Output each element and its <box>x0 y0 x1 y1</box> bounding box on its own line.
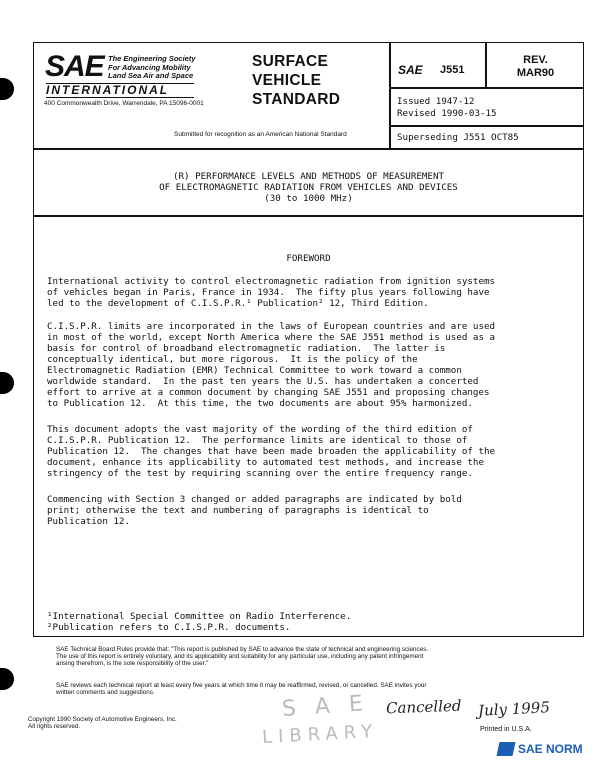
binder-hole-middle <box>0 372 14 394</box>
docnum-divider <box>389 87 584 89</box>
sae-norm-watermark: SAE NORM <box>498 742 583 756</box>
header-divider <box>33 148 584 150</box>
technical-board-rules: SAE Technical Board Rules provide that: "This report is published by SAE to advance the state of technical and engineering sciences. The use of this report is entirely voluntary, and its applicability and suitability for any particular use, including any patent infringement arising therefrom, is the sole responsibility of the user." <box>56 646 429 668</box>
foreword-heading: FOREWORD <box>286 253 331 264</box>
footnote-rule <box>40 603 160 604</box>
watermark-logo-icon <box>497 742 516 756</box>
title-divider <box>33 215 584 217</box>
recognition-note: Submitted for recognition as an American National Standard <box>174 131 347 138</box>
society-tagline: The Engineering Society For Advancing Mobility Land Sea Air and Space <box>108 54 196 80</box>
handwritten-cancelled: Cancelled <box>385 696 462 718</box>
foreword-paragraph-4: Commencing with Section 3 changed or added paragraphs are indicated by bold print; otherwise the text and numbering of paragraphs is identical to Publication 12. <box>47 494 462 527</box>
footnote-1: ¹International Special Committee on Radio Interference. <box>47 611 352 622</box>
header-vertical-divider <box>389 42 391 148</box>
copyright: Copyright 1990 Society of Automotive Engineers, Inc. All rights reserved. <box>28 716 177 731</box>
doc-type: SURFACE VEHICLE STANDARD <box>252 53 341 108</box>
binder-hole-top <box>0 78 14 100</box>
address: 400 Commonwealth Drive, Warrendale, PA 15096-0001 <box>44 100 204 107</box>
handwritten-date: July 1995 <box>477 698 551 720</box>
rev-label: REV. MAR90 <box>516 54 555 79</box>
foreword-paragraph-3: This document adopts the vast majority of the wording of the third edition of C.I.S.P.R. Publication 12. The performance limits are identical to those of Publication 12. The changes that have been made broaden the applicability of the document, enhance its applicability to automated test methods, and increase the stringency of the test by requiring scanning over the entire frequency range. <box>47 424 496 479</box>
issued-date: Issued 1947-12 <box>397 96 475 107</box>
international-wordmark: INTERNATIONAL <box>46 83 194 98</box>
sae-logo: SAE <box>45 50 104 83</box>
footnote-2: ²Publication refers to C.I.S.P.R. documents. <box>47 622 291 633</box>
library-stamp-top: S A E <box>281 690 370 723</box>
review-note: SAE reviews each technical report at least every five years at which time it may be reaffirmed, revised, or cancelled. SAE invites your written comments and suggestions. <box>56 682 427 697</box>
binder-hole-bottom <box>0 668 14 690</box>
doc-number: J551 <box>440 64 465 76</box>
library-stamp-bottom: LIBRARY <box>261 720 379 749</box>
foreword-paragraph-2: C.I.S.P.R. limits are incorporated in the laws of European countries and are used in most of the world, except North America where the SAE J551 method is used as a basis for control of broadband electromagnetic radiation. The latter is conceptually identical, but more rigorous. It is the policy of the Electromagnetic Radiation (EMR) Technical Committee to work toward a common worldwide standard. In the past ten years the U.S. has undertaken a concerted effort to arrive at a common document by changing SAE J551 and proposing changes to Publication 12. At this time, the two documents are about 95% harmonized. <box>47 321 496 409</box>
document-title: (R) PERFORMANCE LEVELS AND METHODS OF MEASUREMENT OF ELECTROMAGNETIC RADIATION FROM VEHICLES AND DEVICES (30 to 1000 MHz) <box>159 171 458 204</box>
revised-date: Revised 1990-03-15 <box>397 108 497 119</box>
superseding-divider <box>389 125 584 127</box>
foreword-paragraph-1: International activity to control electromagnetic radiation from ignition systems of vehicles began in Paris, France in 1934. The fifty plus years following have led to the development of C.I.S.P.R.¹ Publication² 12, Third Edition. <box>47 276 496 309</box>
small-sae-logo: SAE <box>398 63 423 77</box>
superseding: Superseding J551 OCT85 <box>397 132 519 143</box>
printed-in-usa: Printed in U.S.A. <box>480 726 532 733</box>
